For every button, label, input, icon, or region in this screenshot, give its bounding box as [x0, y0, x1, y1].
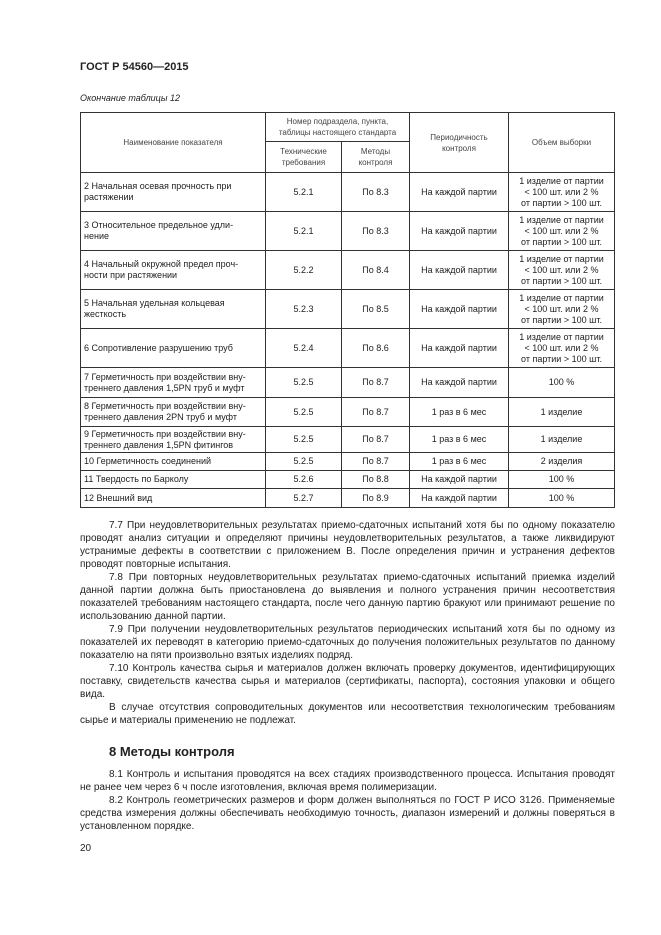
cell-sample: 1 изделие от партии < 100 шт. или 2 % от партии > 100 шт. — [509, 251, 615, 290]
cell-name: 11 Твердость по Барколу — [81, 471, 266, 489]
table-row — [81, 173, 615, 212]
cell-period: На каждой партии — [410, 329, 509, 368]
cell-name: 2 Начальная осевая прочность при растяжении — [81, 173, 266, 212]
cell-tech: 5.2.5 — [266, 453, 342, 471]
document-header: ГОСТ Р 54560—2015 — [80, 61, 189, 73]
cell-tech: 5.2.2 — [266, 251, 342, 290]
cell-method: По 8.6 — [342, 329, 410, 368]
table-row — [81, 212, 615, 251]
table-row — [81, 398, 615, 427]
cell-period: На каждой партии — [410, 471, 509, 489]
cell-method: По 8.7 — [342, 398, 410, 427]
table-row — [81, 368, 615, 398]
table-row — [81, 453, 615, 471]
cell-sample: 100 % — [509, 489, 615, 508]
paragraph: 7.9 При получении неудовлетворительных результатов периодических испытаний хотя бы по одному из показателей их переводят в категорию приемо-сдаточных до получения положительных результатов по данному показателю на пяти произвольно взятых изделиях подряд. — [80, 624, 615, 661]
cell-sample: 2 изделия — [509, 453, 615, 471]
cell-period: На каждой партии — [410, 173, 509, 212]
cell-period: На каждой партии — [410, 212, 509, 251]
section-title: 8 Методы контроля — [109, 744, 235, 759]
cell-tech: 5.2.3 — [266, 290, 342, 329]
cell-name: 12 Внешний вид — [81, 489, 266, 508]
cell-method: По 8.4 — [342, 251, 410, 290]
table-row — [81, 471, 615, 489]
table-caption: Окончание таблицы 12 — [80, 93, 180, 103]
paragraph: В случае отсутствия сопроводительных документов или несоответствия технологическим требованиям сырье и материалы применению не подлежат. — [80, 702, 615, 726]
cell-period: На каждой партии — [410, 489, 509, 508]
cell-tech: 5.2.1 — [266, 212, 342, 251]
cell-sample: 1 изделие — [509, 427, 615, 453]
cell-tech: 5.2.5 — [266, 427, 342, 453]
cell-name: 8 Герметичность при воздействии вну- треннего давления 2PN труб и муфт — [81, 398, 266, 427]
paragraph: 8.1 Контроль и испытания проводятся на всех стадиях производственного процесса. Испытания проводят не ранее чем через 6 ч после изготовления, включая время полимеризации. — [80, 769, 615, 793]
cell-period: На каждой партии — [410, 290, 509, 329]
cell-period: 1 раз в 6 мес — [410, 398, 509, 427]
cell-name: 9 Герметичность при воздействии вну- треннего давления 1,5PN фитингов — [81, 427, 266, 453]
cell-name: 4 Начальный окружной предел проч- ности при растяжении — [81, 251, 266, 290]
cell-method: По 8.7 — [342, 368, 410, 398]
cell-method: По 8.9 — [342, 489, 410, 508]
cell-method: По 8.7 — [342, 427, 410, 453]
col-header-group: Номер подраздела, пункта, таблицы настоящего стандарта — [266, 113, 410, 142]
cell-tech: 5.2.6 — [266, 471, 342, 489]
paragraph: 7.8 При повторных неудовлетворительных результатах приемо-сдаточных испытаний приемка изделий данной партии должна быть приостановлена до выявления и полного устранения причин несоответствия показателей требованиям настоящего стандарта, после чего данную партию бракуют или принимают решение по использованию данной партии. — [80, 572, 615, 622]
table-row — [81, 290, 615, 329]
cell-name: 7 Герметичность при воздействии вну- треннего давления 1,5PN труб и муфт — [81, 368, 266, 398]
cell-sample: 1 изделие от партии < 100 шт. или 2 % от партии > 100 шт. — [509, 173, 615, 212]
cell-method: По 8.7 — [342, 453, 410, 471]
col-header-name: Наименование показателя — [81, 113, 266, 173]
cell-tech: 5.2.4 — [266, 329, 342, 368]
col-header-tech: Технические требования — [266, 142, 342, 173]
cell-method: По 8.8 — [342, 471, 410, 489]
cell-method: По 8.5 — [342, 290, 410, 329]
cell-sample: 100 % — [509, 368, 615, 398]
table-row — [81, 251, 615, 290]
cell-name: 3 Относительное предельное удли- нение — [81, 212, 266, 251]
paragraph: 7.10 Контроль качества сырья и материалов должен включать проверку документов, идентифицирующих поставку, свидетельств качества сырья и материалов (сертификаты, паспорта), состояния упаковки и общего вида. — [80, 663, 615, 700]
cell-sample: 100 % — [509, 471, 615, 489]
table-row — [81, 489, 615, 508]
paragraph: 8.2 Контроль геометрических размеров и форм должен выполняться по ГОСТ Р ИСО 3126. Применяемые средства измерения должны обеспечивать необходимую точность, диапазон измерений и должны поверяться в установленном порядке. — [80, 795, 615, 832]
cell-method: По 8.3 — [342, 212, 410, 251]
page-number: 20 — [80, 843, 92, 854]
col-header-sample: Объем выборки — [509, 113, 615, 173]
col-header-period: Периодичность контроля — [410, 113, 509, 173]
cell-period: 1 раз в 6 мес — [410, 427, 509, 453]
cell-tech: 5.2.5 — [266, 398, 342, 427]
paragraph: 7.7 При неудовлетворительных результатах приемо-сдаточных испытаний хотя бы по одному показателю проводят анализ ситуации и определяют причины неудовлетворительных результатов, а также ликвидируют устранимые дефекты в соответствии с приложением В. После определения причин и устранения дефектов проводят повторные испытания. — [80, 520, 615, 570]
table-12 — [80, 112, 615, 508]
body-text — [80, 519, 615, 833]
col-header-methods: Методы контроля — [342, 142, 410, 173]
cell-sample: 1 изделие от партии < 100 шт. или 2 % от партии > 100 шт. — [509, 212, 615, 251]
table-row — [81, 329, 615, 368]
cell-sample: 1 изделие — [509, 398, 615, 427]
cell-tech: 5.2.5 — [266, 368, 342, 398]
cell-method: По 8.3 — [342, 173, 410, 212]
cell-tech: 5.2.1 — [266, 173, 342, 212]
cell-name: 5 Начальная удельная кольцевая жесткость — [81, 290, 266, 329]
cell-name: 6 Сопротивление разрушению труб — [81, 329, 266, 368]
cell-sample: 1 изделие от партии < 100 шт. или 2 % от партии > 100 шт. — [509, 290, 615, 329]
table-row — [81, 427, 615, 453]
cell-period: На каждой партии — [410, 251, 509, 290]
cell-name: 10 Герметичность соединений — [81, 453, 266, 471]
cell-tech: 5.2.7 — [266, 489, 342, 508]
cell-sample: 1 изделие от партии < 100 шт. или 2 % от партии > 100 шт. — [509, 329, 615, 368]
cell-period: На каждой партии — [410, 368, 509, 398]
cell-period: 1 раз в 6 мес — [410, 453, 509, 471]
